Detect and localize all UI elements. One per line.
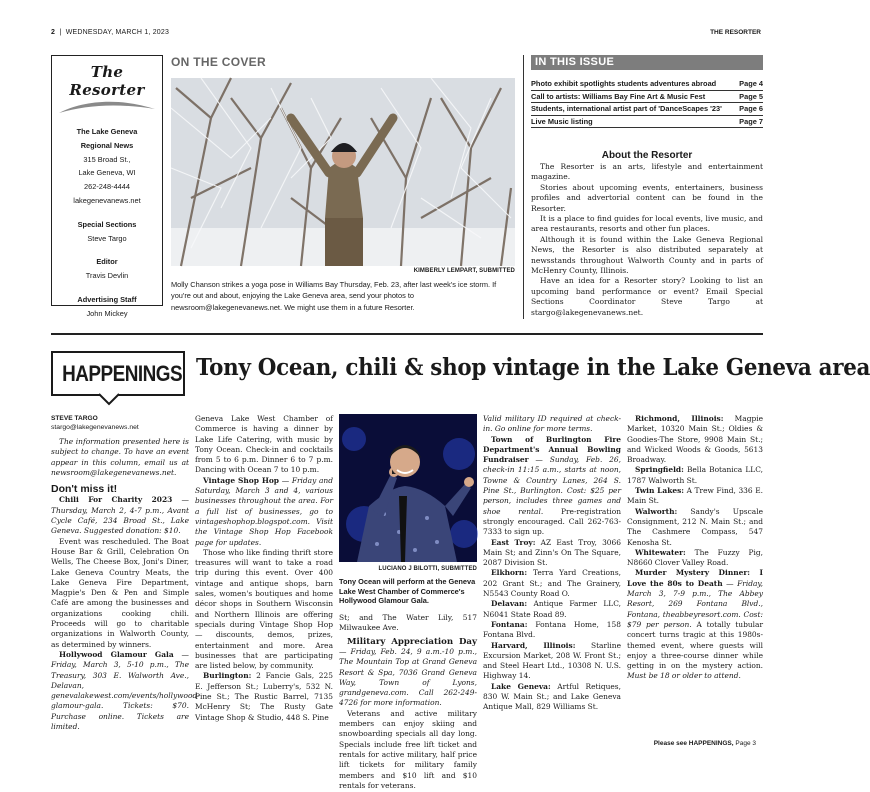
photo-credit: LUCIANO J BILOTTI, SUBMITTED	[378, 566, 477, 572]
town-label: Lake Geneva:	[491, 681, 551, 691]
event-title: Vintage Shop Hop	[203, 475, 280, 485]
event-body: Pre-registration strongly encouraged. Call 262-763-7333 to sign up.	[483, 506, 621, 537]
column-divider	[523, 55, 524, 319]
table-of-contents	[531, 78, 763, 128]
toc-item[interactable]	[531, 103, 763, 116]
town-label: Fontana:	[491, 619, 528, 629]
cover-section-title: ON THE COVER	[171, 55, 266, 69]
author-email: stargo@lakegenevanews.net	[51, 424, 139, 431]
event-note: Valid military ID required at check-in. Go online for more terms.	[483, 414, 621, 434]
toc-page: Page 5	[739, 91, 763, 101]
event-body: Geneva Lake West Chamber of Commerce is having a dinner by Lake Life Catering, with music by Tony Ocean. Check-in and cocktails from 5 to 6 p.m. Dinner 6 to 7 p.m. Dancing with Ocean 7 to 10 p.m.	[195, 414, 333, 475]
issue-date: WEDNESDAY, MARCH 1, 2023	[65, 29, 170, 36]
jump-text: Please see HAPPENINGS,	[653, 740, 734, 747]
town-listing: Antique Farmer LLC, N6041 State Road 89.	[483, 599, 621, 619]
staff-role: Special Sections	[77, 219, 137, 229]
event-info: — Sunday, Feb. 26, check-in 11:15 a.m., starts at noon, Towne & Country Lanes, 264 S. Pine St., Burlington. Cost: $25 per person, includes three games and shoe rental.	[483, 455, 621, 516]
event-note: Must be 18 or older to attend.	[627, 671, 741, 681]
town-listing: Sandy's Upscale Consignment, 212 N. Main St.; and The Cashmere Compass, 547 Kenosha St.	[627, 506, 763, 547]
town-listing: Starline Excursion Market, 208 W. Front St.; and Steel Heart Ltd., 10308 N. U.S. Highway 14.	[483, 640, 621, 681]
event-title: Military Appreciation Day	[347, 636, 477, 647]
event-body: Event was rescheduled. The Boat House Bar & Grill, Celebration On Wells, The Cheese Box, Joni's Diner, Lake Geneva Country Meats, the Lake Geneva Fire Department, Magpie's Den & Pen and Simple Café are among the businesses and organizations cooking chili. Proceeds will go to charitable organizations in Walworth County, as determined by winners.	[51, 536, 189, 649]
town-listing: St; and The Water Lily, 517 Milwaukee Ave.	[339, 613, 477, 633]
continued-jump-line[interactable]	[627, 740, 756, 747]
town-label: Delavan:	[491, 599, 528, 609]
town-listing: Fontana Home, 158 Fontana Blvd.	[483, 619, 621, 640]
town-label: Walworth:	[635, 506, 678, 516]
staff-name: Travis Devlin	[85, 271, 129, 281]
toc-page: Page 7	[739, 116, 763, 126]
toc-title: Call to artists: Williams Bay Fine Art & Music Fest	[531, 91, 706, 101]
event-body: Veterans and active military members can enjoy skiing and snowboarding specials all day long. Specials include free lift ticket and rentals for active military, half price lift tickets for military family members and $10 lift and $10 rentals for veterans.	[339, 708, 477, 790]
event-title: Hollywood Glamour Gala	[59, 649, 174, 659]
event-body: A totally tubular concert turns tragic at this 1980s-themed event, where guests will enjoy a three-course dinner while getting in on the mystery action.	[627, 619, 764, 671]
town-label: Elkhorn:	[491, 568, 528, 578]
address-line-1: 315 Broad St.,	[83, 154, 131, 164]
about-paragraph: Stories about upcoming events, entertainers, business profiles and advertorial content can be found in the Resorter.	[531, 182, 763, 213]
town-listing: A Trew Find, 336 E. Main St.	[627, 486, 764, 506]
town-listing: AZ East Troy, 3066 Main St; and Zinn's On The Square, 2087 Division St.	[483, 537, 621, 568]
event-title: Chili For Charity 2023	[59, 495, 173, 505]
article-column-5	[627, 414, 763, 682]
town-listing: Magpie Market, 10320 Main St.; Oldies & Goodies-The Store, 9908 Main St.; and Wicked Woods & Goods, 5613 Broadway.	[627, 414, 763, 465]
event-info: — Friday, Feb. 24, 9 a.m.-10 p.m., The Mountain Top at Grand Geneva Resort & Spa, 7036 Grand Geneva Way, Town of Lyons, grandgeneva.com. Call 262-249-4726 for more information.	[339, 646, 477, 708]
about-title: About the Resorter	[601, 150, 693, 161]
event-info: — Friday, March 3, 7-9 p.m., The Abbey Resort, 269 Fontana Blvd., Fontana, theabbeyresort.com. Cost: $79 per person.	[627, 578, 763, 629]
happenings-label: HAPPENINGS	[62, 361, 183, 386]
website: lakegenevanews.net	[73, 195, 141, 205]
toc-title: Students, international artist part of 'DanceScapes '23'	[531, 104, 722, 114]
publication-name: THE RESORTER	[710, 29, 761, 36]
town-label: East Troy:	[491, 537, 536, 547]
speech-pointer-icon	[99, 394, 119, 406]
tony-ocean-photo	[339, 414, 477, 562]
cover-photo	[171, 78, 515, 266]
event-info: — Thursday, March 2, 4-7 p.m., Avant Cycle Café, 234 Broad St., Lake Geneva. Suggested donation: $10.	[51, 495, 189, 536]
toc-title: Live Music listing	[531, 116, 593, 126]
article-column-4	[483, 414, 621, 713]
article-column-1	[51, 414, 200, 732]
resorter-logo: The Resorter	[69, 63, 145, 99]
toc-item[interactable]	[531, 91, 763, 104]
town-listing: 2 Fancie Gals, 225 E. Jefferson St.; Luberry's, 532 N. Pine St.; The Rustic Barrel, 7135 McHenry St; The Rusty Gate Vintage Shop & Studio, 448 S. Pine	[195, 671, 333, 722]
event-info: — Friday and Saturday, March 3 and 4, various businesses throughout the area. For a full list of businesses, go to vintageshophop.blogspot.com. Visit the Vintage Shop Hop Facebook page for updates.	[195, 475, 333, 547]
photo-credit: KIMBERLY LEMPART, SUBMITTED	[413, 268, 515, 274]
article-column-3	[339, 414, 477, 791]
toc-page: Page 6	[739, 104, 763, 114]
phone-number: 262-248-4444	[83, 182, 131, 192]
about-paragraph: Although it is found within the Lake Geneva Regional News, the Resorter is also distributed separately at newsstands throughout Walworth County and in parts of McHenry County, Illinois.	[531, 234, 763, 276]
toc-item[interactable]	[531, 116, 763, 129]
page-number: 2	[51, 29, 56, 36]
town-label: Richmond, Illinois:	[635, 414, 724, 423]
toc-title: Photo exhibit spotlights students adventures abroad	[531, 79, 717, 88]
about-body	[531, 162, 763, 318]
logo-swoosh-icon	[57, 99, 157, 115]
town-label: Twin Lakes:	[635, 486, 685, 496]
staff-role: Editor	[96, 257, 118, 267]
town-listing: Artful Retiques, 830 W. Main St.; and Lake Geneva Antique Mall, 829 Williams St.	[483, 681, 621, 712]
event-info: — Friday, March 3, 5-10 p.m., The Treasury, 303 E. Walworth Ave., Delavan, genevalakewest.com/events/hollywood-glamour-gala. Tickets: $70. Purchase online. Tickets are limited.	[51, 649, 200, 732]
cover-caption: Molly Chanson strikes a yoga pose in Williams Bay Thursday, Feb. 23, after last week's ice storm. If you're out and about, enjoying the Lake Geneva area, send your photos to newsroom@lakegenevanews.net. We might use them in a future Resorter.	[171, 280, 497, 312]
event-body: Those who like finding thrift store treasures will want to take a road trip during this event. Over 400 vintage and antique shops, barn sales, women's boutiques and home décor shops in Southern Wisconsin and Northern Illinois are offering specials during Vintage Shop Hop — discounts, demos, prizes, entertainment and more. Area businesses that are participating are listed below, by community.	[195, 547, 333, 671]
town-label: Springfield:	[635, 465, 684, 475]
page-folio	[51, 29, 169, 36]
icy-trees-yoga-photo	[171, 78, 515, 266]
address-line-2: Lake Geneva, WI	[78, 168, 136, 178]
town-listing: Terra Yard Creations, 202 Grant St.; and The Grainery, N5543 County Road O.	[483, 568, 621, 599]
org-line-1: The Lake Geneva	[76, 127, 138, 136]
photo-caption: Tony Ocean will perform at the Geneva Lake West Chamber of Commerce's Hollywood Glamour Gala.	[339, 577, 476, 606]
town-listing: Bella Botanica LLC, 1787 Walworth St.	[627, 465, 763, 485]
toc-page: Page 4	[739, 79, 763, 88]
article-column-2	[195, 414, 333, 723]
town-label: Whitewater:	[635, 547, 686, 557]
about-paragraph: Have an idea for a Resorter story? Looking to list an upcoming band performance or event? Email Special Sections Coordinator Steve Targo at stargo@lakegenevanews.net.	[531, 276, 763, 317]
town-label: Harvard, Illinois:	[491, 640, 576, 650]
intro-note: The information presented here is subject to change. To have an event appear in this column, email us at newsroom@lakegenevanews.net.	[51, 437, 189, 477]
singer-performing-photo	[339, 414, 477, 562]
org-line-2: Regional News	[80, 140, 134, 150]
in-this-issue-header: IN THIS ISSUE	[531, 55, 763, 70]
event-title: Town of Burlington Fire Department's Annual Bowling Fundraiser	[483, 434, 621, 465]
staff-name: John Mickey	[86, 308, 128, 318]
subhead-dont-miss: Don't miss it!	[51, 483, 118, 496]
jump-page: Page 3	[733, 740, 756, 747]
masthead-box	[51, 55, 163, 318]
staff-role: Advertising Staff	[77, 294, 137, 304]
author-name: STEVE TARGO	[51, 415, 98, 422]
section-divider	[51, 333, 763, 335]
happenings-label-box	[51, 351, 185, 396]
about-paragraph: The Resorter is an arts, lifestyle and entertainment magazine.	[531, 162, 763, 182]
town-listing: The Fuzzy Pig, N8660 Clover Valley Road.	[627, 547, 763, 568]
article-headline: Tony Ocean, chili & shop vintage in the Lake Geneva area	[196, 354, 870, 381]
staff-name: Steve Targo	[87, 233, 127, 243]
about-paragraph: It is a place to find guides for local events, live music, and area restaurants, resorts and other fun places.	[531, 214, 763, 234]
town-label: Burlington:	[203, 671, 252, 681]
toc-item[interactable]	[531, 78, 763, 91]
event-title: Murder Mystery Dinner: I Love the 80s to Death	[627, 568, 763, 588]
folio-separator: |	[57, 29, 64, 36]
